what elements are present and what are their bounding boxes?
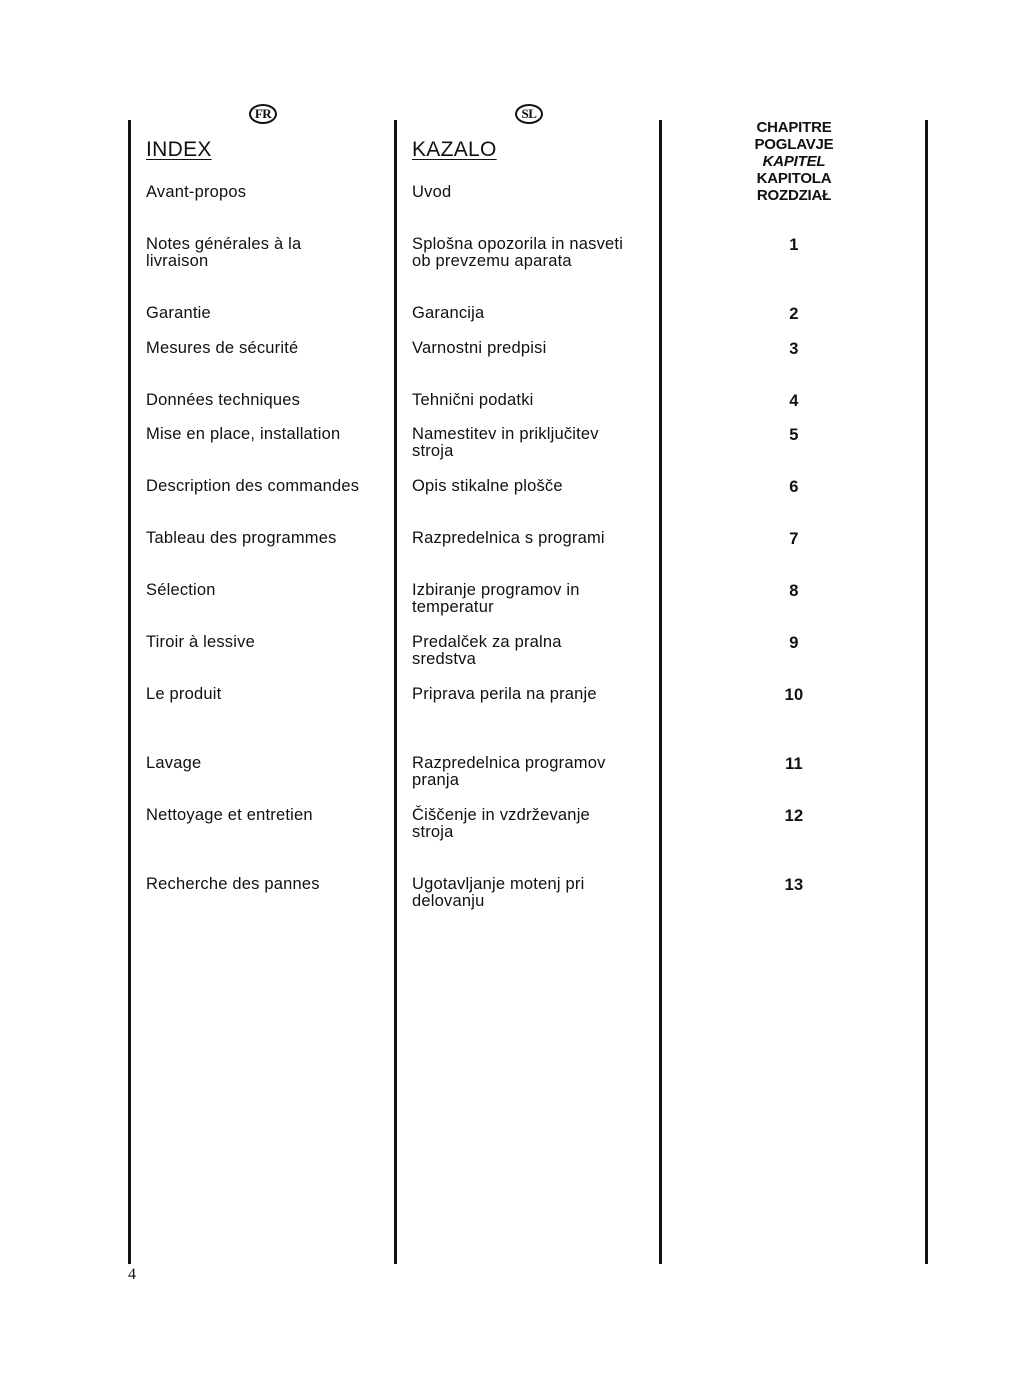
chapter-label-de: KAPITEL	[762, 153, 826, 170]
index-entry-sl: Razpredelnica s programi	[412, 529, 605, 547]
index-entry-fr: Données techniques	[146, 391, 301, 409]
chapter-number: 5	[789, 426, 799, 444]
index-entry-sl: Izbiranje programov in temperatur	[412, 581, 580, 616]
index-heading-sl: KAZALO	[412, 138, 497, 161]
chapter-number: 12	[784, 807, 804, 825]
chapter-label-cz: KAPITOLA	[756, 170, 832, 187]
index-entry-fr: Recherche des pannes	[146, 875, 320, 893]
page-number: 4	[128, 1266, 136, 1283]
index-entry-sl: Splošna opozorila in nasveti ob prevzemu aparata	[412, 235, 624, 270]
chapter-number: 8	[789, 582, 799, 600]
chapter-number: 6	[789, 478, 799, 496]
chapter-number: 1	[789, 236, 799, 254]
index-entry-sl: Opis stikalne plošče	[412, 477, 563, 495]
index-entry-sl: Varnostni predpisi	[412, 339, 547, 357]
language-badge-fr: FR	[249, 104, 277, 124]
index-entry-sl: Garancija	[412, 304, 485, 322]
chapter-label-fr: CHAPITRE	[756, 119, 832, 136]
chapter-number: 3	[789, 340, 799, 358]
chapter-number: 11	[785, 755, 803, 773]
index-entry-sl: Predalček za pralna sredstva	[412, 633, 562, 668]
chapter-label-sl: POGLAVJE	[754, 136, 834, 153]
chapter-number: 2	[789, 305, 799, 323]
index-entry-fr: Nettoyage et entretien	[146, 806, 313, 824]
index-entry-fr: Tableau des programmes	[146, 529, 337, 547]
index-entry-sl: Razpredelnica programov pranja	[412, 754, 606, 789]
index-entry-fr: Mise en place, installation	[146, 425, 341, 443]
index-entry-fr: Avant-propos	[146, 183, 247, 201]
language-badge-sl: SL	[515, 104, 543, 124]
index-entry-fr: Lavage	[146, 754, 202, 772]
index-entry-sl: Čiščenje in vzdrževanje stroja	[412, 806, 590, 841]
index-heading-fr: INDEX	[146, 138, 212, 161]
index-entry-sl: Tehnični podatki	[412, 391, 534, 409]
index-entry-fr: Tiroir à lessive	[146, 633, 255, 651]
chapter-number: 7	[789, 530, 799, 548]
index-entry-sl: Uvod	[412, 183, 452, 201]
index-entry-fr: Description des commandes	[146, 477, 360, 495]
index-entry-sl: Ugotavljanje motenj pri delovanju	[412, 875, 585, 910]
index-entry-fr: Sélection	[146, 581, 216, 599]
chapter-number: 10	[784, 686, 804, 704]
index-entry-fr: Le produit	[146, 685, 222, 703]
index-entry-fr: Garantie	[146, 304, 211, 322]
index-entry-fr: Notes générales à la livraison	[146, 235, 302, 270]
chapter-number: 13	[784, 876, 804, 894]
chapter-label-pl: ROZDZIAŁ	[756, 187, 832, 204]
index-entry-sl: Priprava perila na pranje	[412, 685, 597, 703]
index-entry-sl: Namestitev in priključitev stroja	[412, 425, 599, 460]
index-entry-fr: Mesures de sécurité	[146, 339, 299, 357]
chapter-number: 9	[789, 634, 799, 652]
chapter-number: 4	[789, 392, 799, 410]
